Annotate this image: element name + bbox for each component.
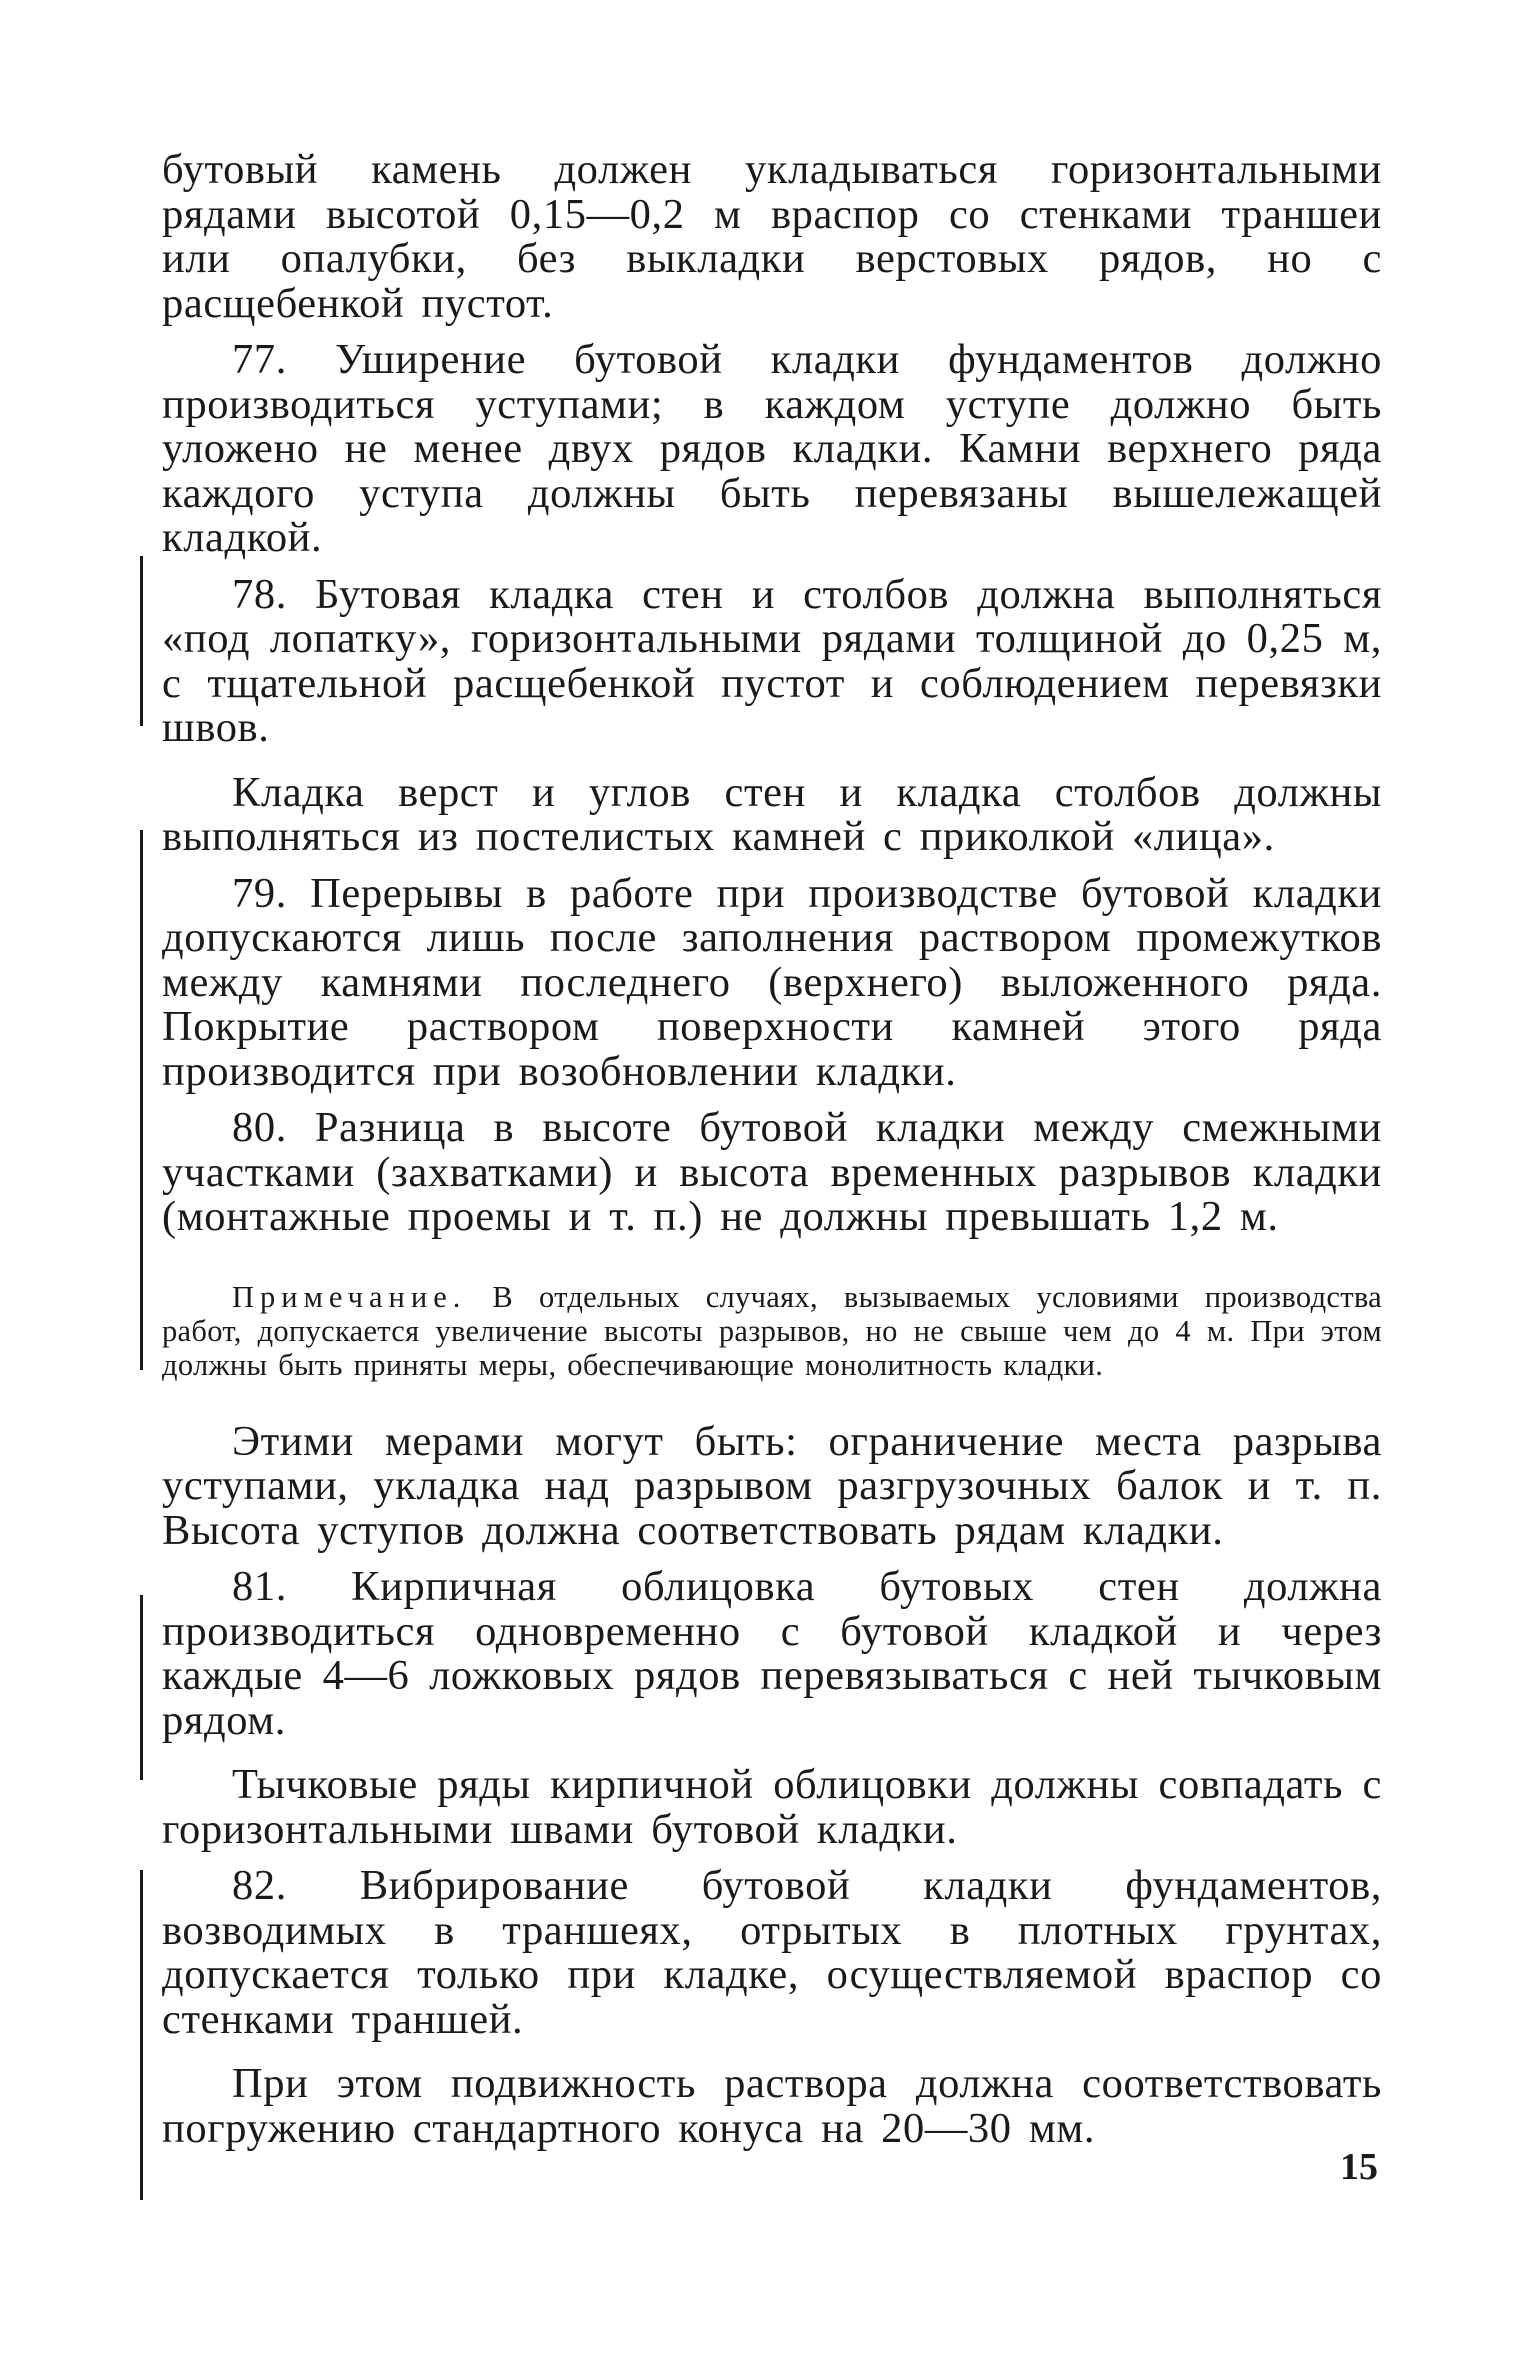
- note: [162, 1280, 1382, 1382]
- paragraph-82-continued: При этом подвижность раствора должна соответствовать погружению стандартного конуса на 20—30 мм.: [162, 2060, 1382, 2152]
- paragraph-78-continued: Кладка верст и углов стен и кладка столбов должны выполняться из постелистых камней с приколкой «лица».: [162, 768, 1382, 860]
- margin-rule-81: [140, 1595, 143, 1780]
- text-column: [162, 148, 1382, 2151]
- paragraph-80-measures: Этими мерами могут быть: ограничение места разрыва уступами, укладка над разрывом разгрузочных балок и т. п. Высота уступов должна соответствовать рядам кладки.: [162, 1417, 1382, 1554]
- paragraph-81: 81. Кирпичная облицовка бутовых стен должна производиться одновременно с бутовой кладкой и через каждые 4—6 ложковых рядов перевязываться с ней тычковым рядом.: [162, 1563, 1382, 1744]
- paragraph-80: 80. Разница в высоте бутовой кладки между смежными участками (захватками) и высота временных разрывов кладки (монтажные проемы и т. п.) не должны превышать 1,2 м.: [162, 1104, 1382, 1240]
- paragraph-77: 77. Уширение бутовой кладки фундаментов должно производиться уступами; в каждом уступе должно быть уложено не менее двух рядов кладки. Камни верхнего ряда каждого уступа должны быть перевязаны вышележащей кладкой.: [162, 336, 1382, 561]
- paragraph-81-continued: Тычковые ряды кирпичной облицовки должны совпадать с горизонтальными швами бутовой кладки.: [162, 1761, 1382, 1853]
- margin-rule-82: [140, 1870, 143, 2200]
- note-text: В отдельных случаях, вызываемых условиями производства работ, допускается увеличение высоты разрывов, но не свыше чем до 4 м. При этом должны быть приняты меры, обеспечивающие монолитность кладки.: [162, 1279, 1382, 1382]
- paragraph-78: 78. Бутовая кладка стен и столбов должна выполняться «под лопатку», горизонтальными рядами толщиной до 0,25 м, с тщательной расщебенкой пустот и соблюдением перевязки швов.: [162, 570, 1382, 751]
- margin-rule-79-80: [140, 830, 143, 1370]
- paragraph-82: 82. Вибрирование бутовой кладки фундаментов, возводимых в траншеях, отрытых в плотных грунтах, допускается только при кладке, осуществляемой враспор со стенками траншей.: [162, 1862, 1382, 2043]
- note-label: Примечание.: [232, 1279, 467, 1314]
- page-number: 15: [1340, 2146, 1378, 2188]
- margin-rule-78: [140, 556, 143, 726]
- paragraph-79: 79. Перерывы в работе при производстве бутовой кладки допускаются лишь после заполнения раствором промежутков между камнями последнего (верхнего) выложенного ряда. Покрытие раствором поверхности камней этого ряда производится при возобновлении кладки.: [162, 869, 1382, 1095]
- paragraph-continuation: бутовый камень должен укладываться горизонтальными рядами высотой 0,15—0,2 м враспор со стенками траншеи или опалубки, без выкладки верстовых рядов, но с расщебенкой пустот.: [162, 146, 1382, 327]
